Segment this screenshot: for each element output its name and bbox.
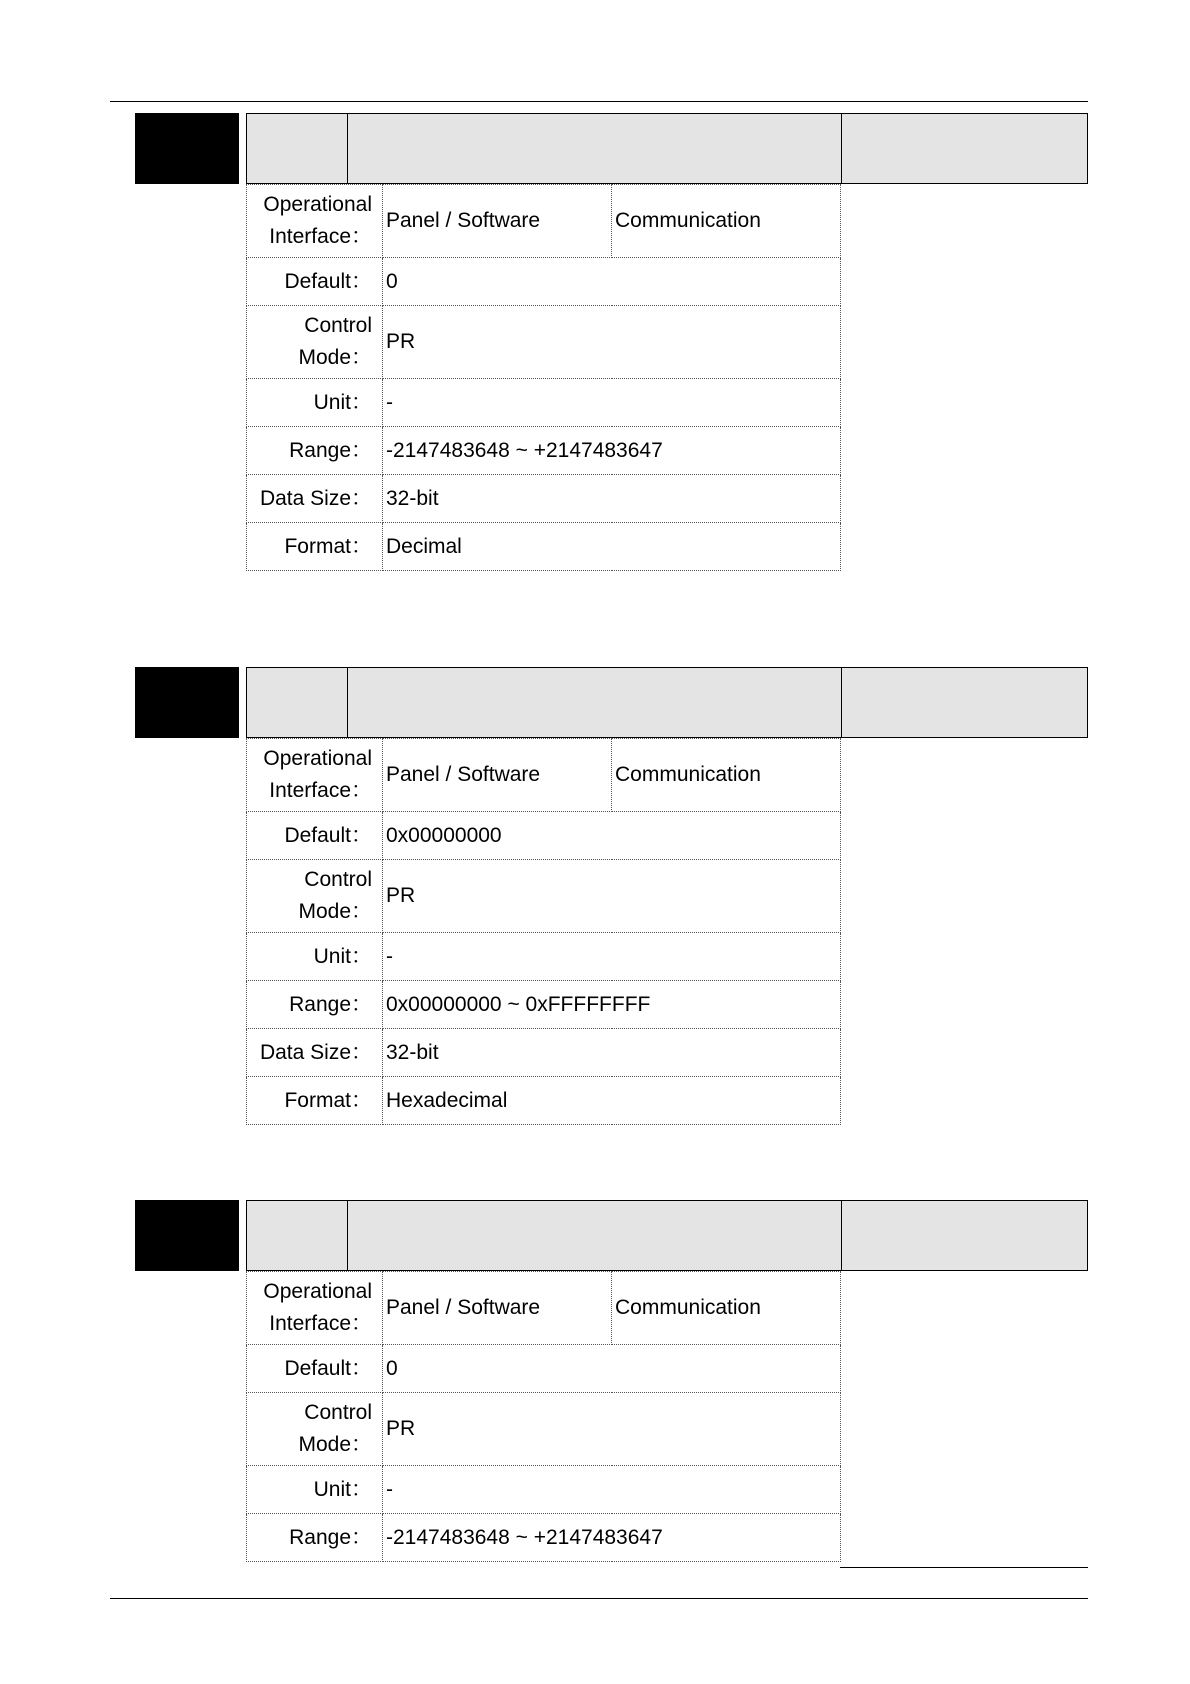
row-control-mode bbox=[247, 1393, 841, 1466]
format-label: Format： bbox=[247, 1077, 383, 1125]
range-value: -2147483648 ~ +2147483647 bbox=[383, 1514, 841, 1562]
default-label: Default： bbox=[247, 258, 383, 306]
default-value: 0 bbox=[383, 1345, 841, 1393]
control-mode-label bbox=[247, 860, 383, 933]
interface-comm-value: Communication bbox=[612, 185, 841, 258]
default-label: Default： bbox=[247, 812, 383, 860]
row-control-mode bbox=[247, 306, 841, 379]
data-size-value: 32-bit bbox=[383, 475, 841, 523]
unit-label: Unit： bbox=[247, 933, 383, 981]
control-mode-label-line1: Control bbox=[304, 868, 372, 891]
control-mode-value: PR bbox=[383, 860, 841, 933]
unit-value: - bbox=[383, 379, 841, 427]
range-label: Range： bbox=[247, 981, 383, 1029]
operational-interface-label bbox=[247, 739, 383, 812]
range-value: -2147483648 ~ +2147483647 bbox=[383, 427, 841, 475]
header-divider bbox=[347, 668, 348, 737]
operational-interface-label-line1: Operational bbox=[263, 747, 372, 770]
bottom-rule bbox=[110, 1598, 1088, 1599]
control-mode-label-line2: Mode： bbox=[298, 1433, 372, 1456]
row-operational-interface bbox=[247, 1272, 841, 1345]
interface-comm-value: Communication bbox=[612, 739, 841, 812]
unit-value: - bbox=[383, 1466, 841, 1514]
row-unit bbox=[247, 379, 841, 427]
format-value: Hexadecimal bbox=[383, 1077, 841, 1125]
row-default bbox=[247, 1345, 841, 1393]
data-size-label: Data Size： bbox=[247, 1029, 383, 1077]
row-format bbox=[247, 523, 841, 571]
row-range bbox=[247, 1514, 841, 1562]
unit-value: - bbox=[383, 933, 841, 981]
row-data-size bbox=[247, 1029, 841, 1077]
data-size-label: Data Size： bbox=[247, 475, 383, 523]
row-unit bbox=[247, 933, 841, 981]
control-mode-label-line2: Mode： bbox=[298, 900, 372, 923]
format-label: Format： bbox=[247, 523, 383, 571]
param-properties-table bbox=[246, 1271, 841, 1562]
param-header bbox=[246, 667, 1088, 738]
header-divider bbox=[841, 668, 842, 737]
control-mode-label-line2: Mode： bbox=[298, 346, 372, 369]
range-value: 0x00000000 ~ 0xFFFFFFFF bbox=[383, 981, 841, 1029]
block-bottom-line bbox=[840, 1567, 1088, 1568]
format-value: Decimal bbox=[383, 523, 841, 571]
range-label: Range： bbox=[247, 1514, 383, 1562]
row-unit bbox=[247, 1466, 841, 1514]
header-divider bbox=[841, 1201, 842, 1270]
row-operational-interface bbox=[247, 739, 841, 812]
param-header bbox=[246, 1200, 1088, 1271]
operational-interface-label bbox=[247, 185, 383, 258]
row-default bbox=[247, 812, 841, 860]
interface-panel-value: Panel / Software bbox=[383, 185, 612, 258]
operational-interface-label-line2: Interface： bbox=[269, 1312, 372, 1335]
default-label: Default： bbox=[247, 1345, 383, 1393]
data-size-value: 32-bit bbox=[383, 1029, 841, 1077]
operational-interface-label-line1: Operational bbox=[263, 1280, 372, 1303]
control-mode-value: PR bbox=[383, 1393, 841, 1466]
param-code-box bbox=[135, 667, 239, 738]
control-mode-label bbox=[247, 1393, 383, 1466]
operational-interface-label-line2: Interface： bbox=[269, 779, 372, 802]
operational-interface-label-line1: Operational bbox=[263, 193, 372, 216]
control-mode-label-line1: Control bbox=[304, 314, 372, 337]
unit-label: Unit： bbox=[247, 379, 383, 427]
interface-panel-value: Panel / Software bbox=[383, 1272, 612, 1345]
range-label: Range： bbox=[247, 427, 383, 475]
param-properties-table bbox=[246, 184, 841, 571]
param-code-box bbox=[135, 1200, 239, 1271]
control-mode-value: PR bbox=[383, 306, 841, 379]
interface-comm-value: Communication bbox=[612, 1272, 841, 1345]
operational-interface-label-line2: Interface： bbox=[269, 225, 372, 248]
row-format bbox=[247, 1077, 841, 1125]
row-range bbox=[247, 427, 841, 475]
top-rule bbox=[110, 101, 1088, 102]
interface-panel-value: Panel / Software bbox=[383, 739, 612, 812]
header-divider bbox=[347, 114, 348, 183]
row-control-mode bbox=[247, 860, 841, 933]
header-divider bbox=[841, 114, 842, 183]
unit-label: Unit： bbox=[247, 1466, 383, 1514]
default-value: 0 bbox=[383, 258, 841, 306]
row-data-size bbox=[247, 475, 841, 523]
control-mode-label bbox=[247, 306, 383, 379]
row-range bbox=[247, 981, 841, 1029]
param-properties-table bbox=[246, 738, 841, 1125]
param-code-box bbox=[135, 113, 239, 184]
operational-interface-label bbox=[247, 1272, 383, 1345]
header-divider bbox=[347, 1201, 348, 1270]
default-value: 0x00000000 bbox=[383, 812, 841, 860]
param-header bbox=[246, 113, 1088, 184]
row-operational-interface bbox=[247, 185, 841, 258]
row-default bbox=[247, 258, 841, 306]
control-mode-label-line1: Control bbox=[304, 1401, 372, 1424]
